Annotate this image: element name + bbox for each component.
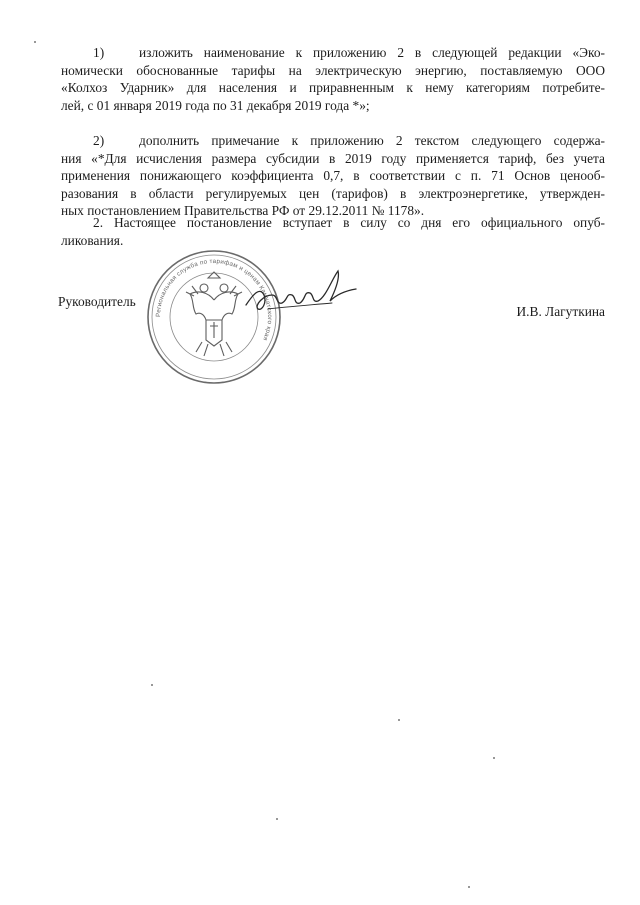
item-2-number: 2) xyxy=(93,133,105,148)
item-2-line-2: ния «*Для исчисления размера субсидии в 2019 году применяется тариф, без учета xyxy=(61,150,605,166)
paragraph-2 xyxy=(61,214,605,249)
paragraph-2-line-2: ликования. xyxy=(61,232,124,248)
scan-speck xyxy=(398,719,400,721)
item-2-line-1: 2) дополнить примечание к приложению 2 текстом следующего содержа- xyxy=(93,133,605,148)
paragraph-2-line-1: 2. Настоящее постановление вступает в силу со дня его официального опуб- xyxy=(93,215,605,230)
item-1-line-4: лей, с 01 января 2019 года по 31 декабря 2019 года *»; xyxy=(61,97,370,113)
handwritten-signature xyxy=(240,265,360,321)
scan-speck xyxy=(468,886,470,888)
seal-text: Региональная служба по тарифам и ценам Камчатского края xyxy=(154,257,274,342)
signatory-title: Руководитель xyxy=(58,294,136,309)
item-1-line-2: номически обоснованные тарифы на электрическую энергию, поставляемую ООО xyxy=(61,62,605,78)
item-1-number: 1) xyxy=(93,45,105,60)
signatory-name: И.В. Лагуткина xyxy=(516,304,605,319)
item-1-line-3: «Колхоз Ударник» для населения и приравненным к нему категориям потребите- xyxy=(61,80,605,96)
scan-speck xyxy=(151,684,153,686)
item-2 xyxy=(61,132,605,220)
item-2-line-3: применения понижающего коэффициента 0,7, в соответствии с п. 71 Основ ценооб- xyxy=(61,168,605,184)
item-2-line-4: разования в области регулируемых цен (тарифов) в электроэнергетике, утвержден- xyxy=(61,185,605,201)
item-1-line-1: 1) изложить наименование к приложению 2 в следующей редакции «Эко- xyxy=(93,45,605,60)
scan-speck xyxy=(493,757,495,759)
scan-speck xyxy=(276,818,278,820)
item-2-line-5: ных постановлением Правительства РФ от 29.12.2011 № 1178». xyxy=(61,203,425,219)
item-1 xyxy=(61,44,605,114)
scan-speck xyxy=(34,41,36,43)
double-headed-eagle-icon xyxy=(186,272,242,356)
